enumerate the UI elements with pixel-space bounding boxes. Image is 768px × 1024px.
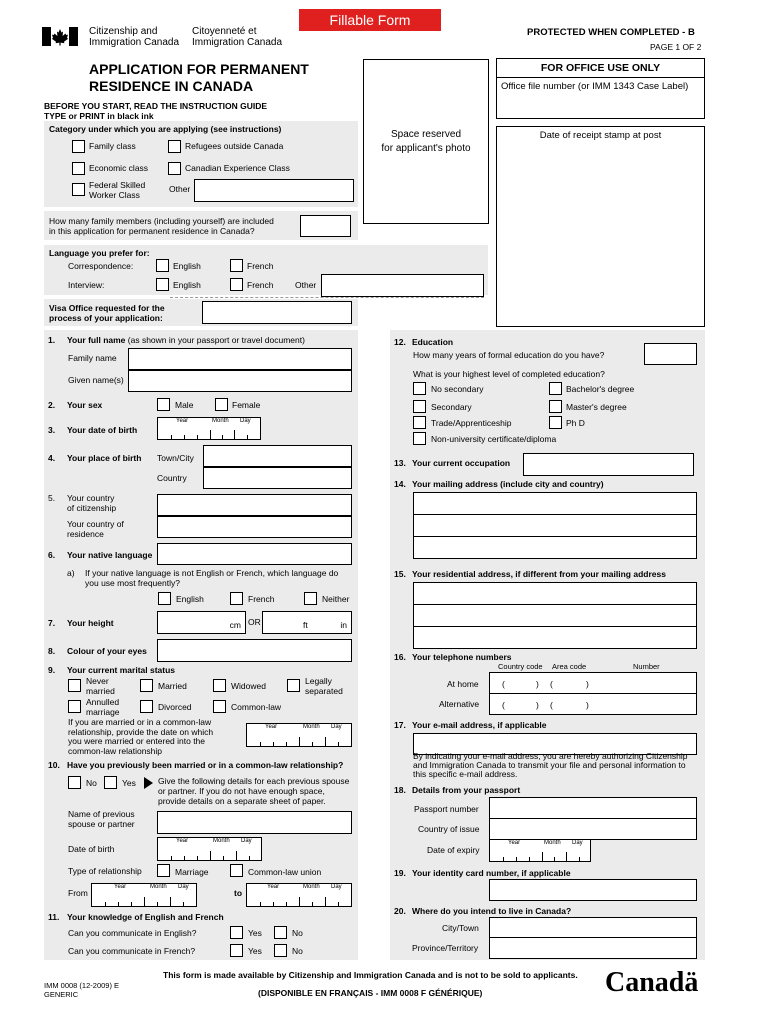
master-label: Master's degree	[566, 402, 627, 412]
mailing-address-line-1[interactable]	[413, 492, 697, 515]
q14-number: 14.	[394, 479, 406, 489]
not-for-sale-notice: This form is made available by Citizenship and Immigration Canada and is not to be sold to applicants.	[163, 970, 578, 980]
prev-spouse-name-label: Name of previous spouse or partner	[68, 809, 135, 829]
q2-number: 2.	[48, 400, 56, 410]
highest-education-question: What is your highest level of completed education?	[413, 369, 605, 379]
dashed-divider	[170, 297, 484, 298]
family-name-input[interactable]	[128, 348, 352, 370]
trade-label: Trade/Apprenticeship	[431, 418, 512, 428]
given-names-input[interactable]	[128, 370, 352, 392]
bachelor-checkbox[interactable]	[549, 382, 562, 395]
q7-label: Your height	[67, 618, 114, 628]
language-title: Language you prefer for:	[49, 248, 150, 258]
prev-married-no-label: No	[86, 778, 97, 788]
rel-marriage-checkbox[interactable]	[157, 864, 170, 877]
intended-city-input[interactable]	[489, 917, 697, 939]
english-question: Can you communicate in English?	[68, 928, 197, 938]
native-language-input[interactable]	[157, 543, 352, 565]
q4-number: 4.	[48, 453, 56, 463]
page-number: PAGE 1 OF 2	[650, 42, 702, 52]
area-code-header: Area code	[552, 662, 587, 671]
french-yes-label: Yes	[248, 946, 262, 956]
citizenship-label: Your country of citizenship	[67, 493, 117, 513]
marriage-date-field[interactable]: Year Month Day	[246, 723, 352, 747]
education-years-question: How many years of formal education do you have?	[413, 350, 605, 360]
q19-label: Your identity card number, if applicable	[412, 868, 571, 878]
visa-office-input[interactable]	[202, 301, 352, 324]
annulled-label: Annulled marriage	[86, 697, 120, 717]
category-other-input[interactable]	[194, 179, 354, 202]
freq-english-label: English	[176, 594, 204, 604]
q18-number: 18.	[394, 785, 406, 795]
trade-checkbox[interactable]	[413, 416, 426, 429]
corr-french-checkbox[interactable]	[230, 259, 243, 272]
non-university-checkbox[interactable]	[413, 432, 426, 445]
birth-town-input[interactable]	[203, 445, 352, 467]
q8-number: 8.	[48, 646, 56, 656]
interview-other-input[interactable]	[321, 274, 484, 297]
protected-label: PROTECTED WHEN COMPLETED - B	[527, 27, 695, 38]
q12-number: 12.	[394, 337, 406, 347]
q16-number: 16.	[394, 652, 406, 662]
freq-french-checkbox[interactable]	[230, 592, 243, 605]
canada-flag-logo	[42, 27, 78, 46]
prev-married-yes-checkbox[interactable]	[104, 776, 117, 789]
intended-province-input[interactable]	[489, 937, 697, 959]
given-names-label: Given name(s)	[68, 375, 124, 385]
residential-address-line-2[interactable]	[413, 604, 697, 627]
legally-separated-label: Legally separated	[305, 676, 343, 696]
fsw-label: Federal Skilled Worker Class	[89, 180, 146, 200]
married-label: Married	[158, 681, 187, 691]
q1-number: 1.	[48, 335, 56, 345]
freq-neither-label: Neither	[322, 594, 350, 604]
rel-common-law-checkbox[interactable]	[230, 864, 243, 877]
interview-label: Interview:	[68, 280, 105, 290]
home-phone-label: At home	[447, 679, 479, 689]
never-married-label: Never married	[86, 676, 115, 696]
passport-number-input[interactable]	[489, 797, 697, 819]
corr-english-label: English	[173, 261, 201, 271]
q1-label: Your full name (as shown in your passport or travel document)	[67, 335, 305, 345]
arrow-right-icon	[144, 777, 153, 789]
q2-label: Your sex	[67, 400, 103, 410]
q3-number: 3.	[48, 425, 56, 435]
relationship-from-field[interactable]: Year Month Day	[91, 883, 197, 907]
male-checkbox[interactable]	[157, 398, 170, 411]
female-checkbox[interactable]	[215, 398, 228, 411]
economic-class-checkbox[interactable]	[72, 162, 85, 175]
prev-married-yes-label: Yes	[122, 778, 136, 788]
freq-english-checkbox[interactable]	[158, 592, 171, 605]
mailing-address-line-2[interactable]	[413, 514, 697, 537]
interview-french-checkbox[interactable]	[230, 278, 243, 291]
freq-french-label: French	[248, 594, 275, 604]
residence-label: Your country of residence	[67, 519, 124, 539]
fillable-form-banner: Fillable Form	[299, 9, 441, 31]
no-secondary-checkbox[interactable]	[413, 382, 426, 395]
education-years-input[interactable]	[644, 343, 697, 365]
instruction-notice: BEFORE YOU START, READ THE INSTRUCTION GUIDE TYPE or PRINT in black ink	[44, 101, 268, 121]
common-law-checkbox[interactable]	[213, 700, 226, 713]
rel-marriage-label: Marriage	[175, 867, 209, 877]
q4-label: Your place of birth	[67, 453, 142, 463]
family-class-checkbox[interactable]	[72, 140, 85, 153]
rel-common-law-label: Common-law union	[248, 867, 322, 877]
height-cm-input[interactable]: cm	[157, 611, 246, 634]
legally-separated-checkbox[interactable]	[287, 679, 300, 692]
passport-expiry-field[interactable]: Year Month Day	[489, 839, 591, 862]
interview-other-label: Other	[295, 280, 317, 290]
date-of-birth-field[interactable]: Year Month Day	[157, 417, 261, 440]
q20-number: 20.	[394, 906, 406, 916]
widowed-checkbox[interactable]	[213, 679, 226, 692]
passport-country-label: Country of issue	[418, 824, 480, 834]
q17-number: 17.	[394, 720, 406, 730]
interview-french-label: French	[247, 280, 274, 290]
bachelor-label: Bachelor's degree	[566, 384, 635, 394]
q11-label: Your knowledge of English and French	[67, 912, 224, 922]
q3-label: Your date of birth	[67, 425, 138, 435]
q9-label: Your current marital status	[67, 665, 176, 675]
q20-label: Where do you intend to live in Canada?	[412, 906, 572, 916]
town-label: Town/City	[157, 453, 194, 463]
english-yes-label: Yes	[248, 928, 262, 938]
q15-label: Your residential address, if different from your mailing address	[412, 569, 666, 579]
q16-label: Your telephone numbers	[412, 652, 512, 662]
department-name-en: Citizenship and Immigration Canada	[89, 26, 180, 48]
passport-country-input[interactable]	[489, 818, 697, 840]
cec-checkbox[interactable]	[168, 162, 181, 175]
female-label: Female	[232, 400, 261, 410]
family-name-label: Family name	[68, 353, 117, 363]
city-label: City/Town	[442, 923, 479, 933]
refugees-label: Refugees outside Canada	[185, 141, 284, 151]
french-question: Can you communicate in French?	[68, 946, 196, 956]
relationship-type-label: Type of relationship	[68, 866, 142, 876]
never-married-checkbox[interactable]	[68, 679, 81, 692]
passport-number-label: Passport number	[414, 804, 479, 814]
q6a-marker: a)	[67, 568, 75, 578]
no-secondary-label: No secondary	[431, 384, 484, 394]
q19-number: 19.	[394, 868, 406, 878]
photo-space: Space reserved for applicant's photo	[363, 59, 489, 224]
family-members-input[interactable]	[300, 215, 351, 237]
alt-phone-label: Alternative	[439, 699, 480, 709]
to-label: to	[234, 888, 243, 898]
category-other-label: Other	[169, 184, 191, 194]
birth-country-input[interactable]	[203, 467, 352, 489]
q10-number: 10.	[48, 760, 60, 770]
phd-checkbox[interactable]	[549, 416, 562, 429]
department-name-fr: Citoyenneté et Immigration Canada	[192, 26, 283, 48]
corr-english-checkbox[interactable]	[156, 259, 169, 272]
french-no-checkbox[interactable]	[274, 944, 287, 957]
phd-label: Ph D	[566, 418, 585, 428]
visa-office-label: Visa Office requested for the process of your application:	[49, 303, 165, 323]
height-or-label: OR	[248, 617, 261, 627]
english-no-label: No	[292, 928, 303, 938]
q5-number: 5.	[48, 493, 56, 503]
province-label: Province/Territory	[412, 943, 479, 953]
prev-spouse-dob-field[interactable]: Year Month Day	[157, 837, 262, 861]
passport-expiry-label: Date of expiry	[427, 845, 480, 855]
residence-input[interactable]	[157, 516, 352, 538]
secondary-checkbox[interactable]	[413, 400, 426, 413]
interview-english-label: English	[173, 280, 201, 290]
from-label: From	[68, 888, 88, 898]
residential-address-line-1[interactable]	[413, 582, 697, 605]
country-code-header: Country code	[498, 662, 543, 671]
marriage-date-instructions: If you are married or in a common-law relationship, provide the date on which you were married or entered into the common-law relationship	[68, 717, 214, 756]
q10-label: Have you previously been married or in a common-law relationship?	[67, 760, 344, 770]
interview-english-checkbox[interactable]	[156, 278, 169, 291]
male-label: Male	[175, 400, 194, 410]
french-availability-note: (DISPONIBLE EN FRANÇAIS - IMM 0008 F GÉNÉRIQUE)	[258, 988, 483, 998]
common-law-label: Common-law	[231, 702, 282, 712]
fsw-checkbox[interactable]	[72, 183, 85, 196]
identity-card-input[interactable]	[489, 879, 697, 901]
q6a-question: If your native language is not English or French, which language do you use most frequently?	[85, 568, 339, 588]
office-use-title: FOR OFFICE USE ONLY	[496, 58, 705, 78]
family-class-label: Family class	[89, 141, 136, 151]
freq-neither-checkbox[interactable]	[304, 592, 317, 605]
country-label: Country	[157, 473, 187, 483]
office-file-number-box[interactable]: Office file number (or IMM 1343 Case Label)	[496, 77, 705, 119]
mailing-address-line-3[interactable]	[413, 536, 697, 559]
home-phone-input[interactable]: ( ) ( )	[489, 672, 697, 694]
q18-label: Details from your passport	[412, 785, 521, 795]
master-checkbox[interactable]	[549, 400, 562, 413]
q8-label: Colour of your eyes	[67, 646, 147, 656]
height-ft-input[interactable]: ft in	[262, 611, 352, 634]
divorced-label: Divorced	[158, 702, 192, 712]
q13-label: Your current occupation	[412, 458, 511, 468]
q6-number: 6.	[48, 550, 56, 560]
french-no-label: No	[292, 946, 303, 956]
secondary-label: Secondary	[431, 402, 472, 412]
q11-number: 11.	[48, 912, 60, 922]
cec-label: Canadian Experience Class	[185, 163, 290, 173]
economic-class-label: Economic class	[89, 163, 149, 173]
prev-spouse-dob-label: Date of birth	[68, 844, 115, 854]
widowed-label: Widowed	[231, 681, 266, 691]
refugees-checkbox[interactable]	[168, 140, 181, 153]
q12-label: Education	[412, 337, 454, 347]
q14-label: Your mailing address (include city and country)	[412, 479, 604, 489]
page-title: APPLICATION FOR PERMANENT RESIDENCE IN CANADA	[89, 61, 309, 94]
q13-number: 13.	[394, 458, 406, 468]
q9-number: 9.	[48, 665, 56, 675]
occupation-input[interactable]	[523, 453, 694, 476]
category-title: Category under which you are applying (see instructions)	[49, 124, 282, 134]
relationship-to-field[interactable]: Year Month Day	[246, 883, 352, 907]
citizenship-input[interactable]	[157, 494, 352, 516]
q7-number: 7.	[48, 618, 56, 628]
number-header: Number	[633, 662, 660, 671]
receipt-stamp-box: Date of receipt stamp at post	[496, 126, 705, 327]
english-yes-checkbox[interactable]	[230, 926, 243, 939]
prev-spouse-name-input[interactable]	[157, 811, 352, 834]
corr-french-label: French	[247, 261, 274, 271]
non-university-label: Non-university certificate/diploma	[431, 434, 557, 444]
q6-label: Your native language	[67, 550, 153, 560]
correspondence-label: Correspondence:	[68, 261, 134, 271]
canada-wordmark-logo: Canadä	[605, 967, 699, 998]
married-checkbox[interactable]	[140, 679, 153, 692]
q15-number: 15.	[394, 569, 406, 579]
family-members-question: How many family members (including yourself) are included in this application for permanent residence in Canada?	[49, 216, 274, 236]
eye-colour-input[interactable]	[157, 639, 352, 662]
prev-married-no-checkbox[interactable]	[68, 776, 81, 789]
alt-phone-input[interactable]: ( ) ( )	[489, 693, 697, 715]
residential-address-line-3[interactable]	[413, 626, 697, 649]
divorced-checkbox[interactable]	[140, 700, 153, 713]
prev-spouse-instructions: Give the following details for each previous spouse or partner. If you do not have enough space, provide details on a separate sheet of paper.	[158, 776, 350, 806]
annulled-checkbox[interactable]	[68, 700, 81, 713]
french-yes-checkbox[interactable]	[230, 944, 243, 957]
q17-label: Your e-mail address, if applicable	[412, 720, 547, 730]
email-authorization-note: By indicating your e-mail address, you are hereby authorizing Citizenship and Immigration Canada to transmit your file and personal information to this specific e-mail address.	[413, 751, 688, 779]
english-no-checkbox[interactable]	[274, 926, 287, 939]
form-number: IMM 0008 (12-2009) E GENERIC	[44, 981, 120, 999]
